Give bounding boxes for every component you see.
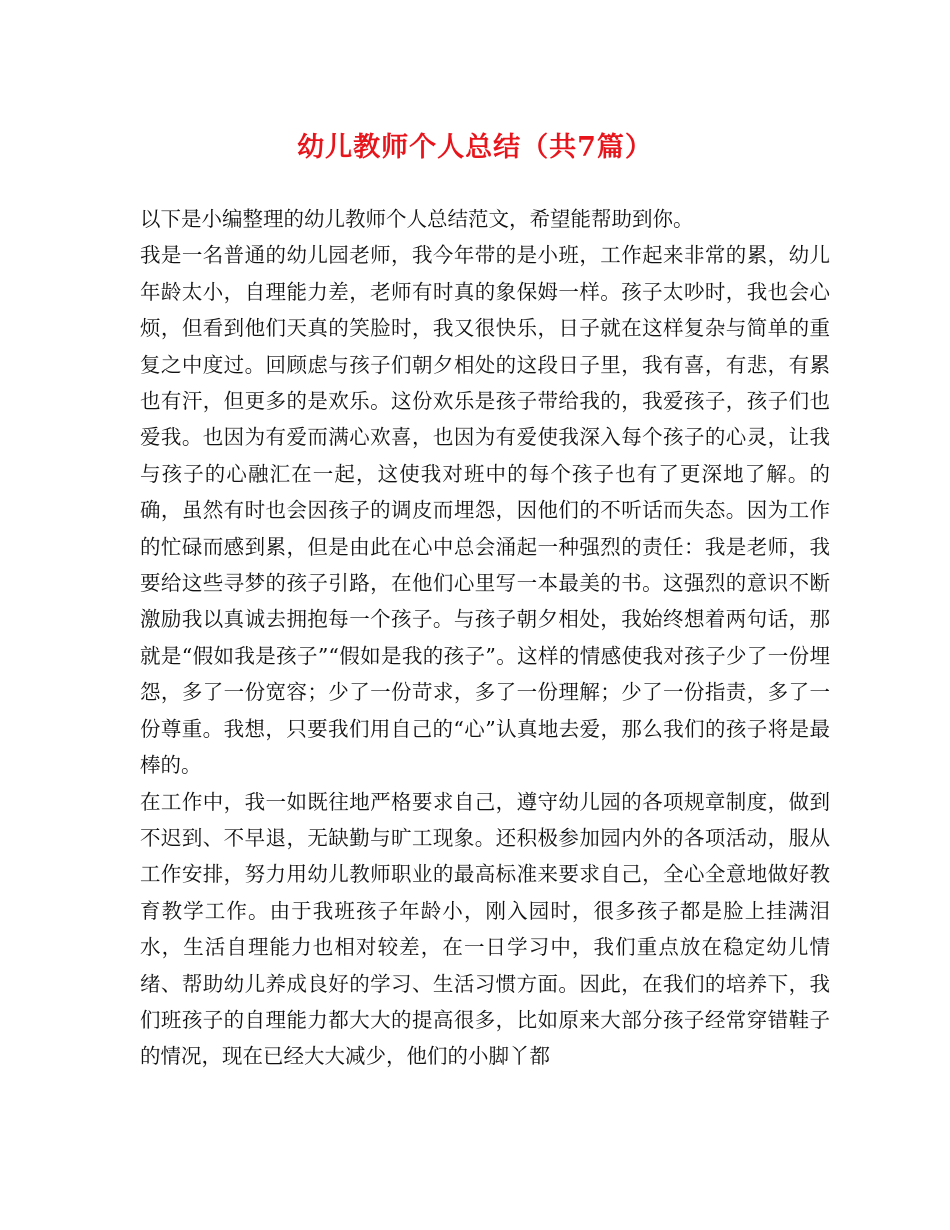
document-title: 幼儿教师个人总结（共7篇） [297,132,653,163]
paragraph-reflection: 我是一名普通的幼儿园老师，我今年带的是小班，工作起来非常的累，幼儿年龄太小，自理能力差，老师有时真的象保姆一样。孩子太吵时，我也会心烦，但看到他们天真的笑脸时，我又很快乐，日子就在这样复杂与简单的重复之中度过。回顾虑与孩子们朝夕相处的这段日子里，我有喜，有悲，有累也有汗，但更多的是欢乐。这份欢乐是孩子带给我的，我爱孩子，孩子们也爱我。也因为有爱而满心欢喜，也因为有爱使我深入每个孩子的心灵，让我与孩子的心融汇在一起，这使我对班中的每个孩子也有了更深地了解。的确，虽然有时也会因孩子的调皮而埋怨，因他们的不听话而失态。因为工作的忙碌而感到累，但是由此在心中总会涌起一种强烈的责任：我是老师，我要给这些寻梦的孩子引路，在他们心里写一本最美的书。这强烈的意识不断激励我以真诚去拥抱每一个孩子。与孩子朝夕相处，我始终想着两句话，那就是“假如我是孩子”“假如是我的孩子”。这样的情感使我对孩子少了一份埋怨，多了一份宽容；少了一份苛求，多了一份理解；少了一份指责，多了一份尊重。我想，只要我们用自己的“心”认真地去爱，那么我们的孩子将是最棒的。 [140,243,830,778]
document-body [140,201,830,1075]
paragraph-work: 在工作中，我一如既往地严格要求自己，遵守幼儿园的各项规章制度，做到不迟到、不早退，无缺勤与旷工现象。还积极参加园内外的各项活动，服从工作安排，努力用幼儿教师职业的最高标准来要求自己，全心全意地做好教育教学工作。由于我班孩子年龄小，刚入园时，很多孩子都是脸上挂满泪水，生活自理能力也相对较差，在一日学习中，我们重点放在稳定幼儿情绪、帮助幼儿养成良好的学习、生活习惯方面。因此，在我们的培养下，我们班孩子的自理能力都大大的提高很多，比如原来大部分孩子经常穿错鞋子的情况，现在已经大大减少，他们的小脚丫都 [140,789,830,1069]
paragraph-intro: 以下是小编整理的幼儿教师个人总结范文，希望能帮助到你。 [140,207,694,231]
